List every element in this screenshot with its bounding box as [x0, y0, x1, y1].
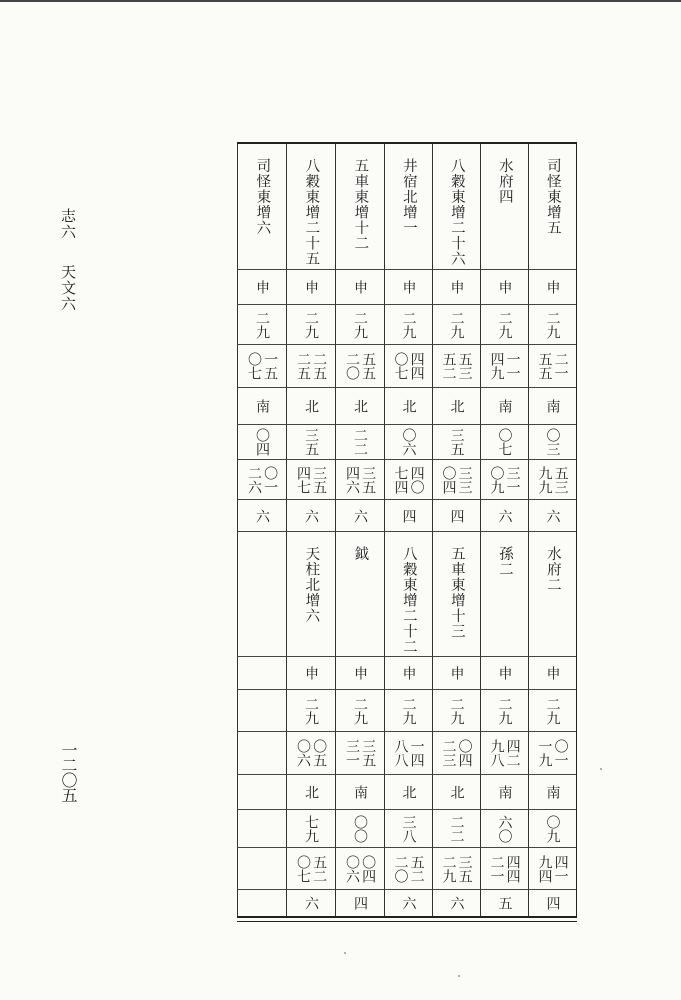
- cell-value: 〇五 〇六: [295, 739, 328, 767]
- star-name: 鉞: [352, 546, 369, 562]
- table-cell: [384, 270, 432, 305]
- table-cell: [237, 775, 286, 810]
- cell-value: 〇四: [254, 428, 271, 456]
- table-cell: [384, 775, 432, 810]
- table-cell: [480, 500, 528, 532]
- table-cell: [335, 848, 384, 890]
- cell-value: 六: [448, 896, 465, 910]
- cell-value: 三一 〇九: [488, 465, 521, 494]
- cell-value: 北: [303, 785, 320, 799]
- cell-value: 五: [496, 896, 513, 910]
- table-bottom-rule: [237, 921, 577, 922]
- table-cell: [480, 460, 528, 500]
- table-cell: [432, 388, 480, 425]
- table-cell: [335, 345, 384, 388]
- cell-value: 六: [352, 508, 369, 523]
- table-cell: [480, 890, 528, 916]
- table-cell: [237, 345, 286, 388]
- cell-value: 四: [400, 508, 417, 523]
- star-name-cell: [432, 532, 480, 657]
- cell-value: 五三 五二: [440, 352, 473, 380]
- section-title: 天文六: [59, 264, 77, 312]
- table-cell: [335, 890, 384, 916]
- table-cell: [335, 425, 384, 460]
- table-cell: [528, 500, 576, 532]
- cell-value: 三五 三一: [344, 739, 377, 767]
- cell-value: 南: [496, 785, 513, 799]
- cell-value: 二二: [448, 814, 465, 843]
- table-cell: [528, 345, 576, 388]
- cell-value: 北: [448, 785, 465, 799]
- page-number: 一二〇五: [59, 742, 78, 802]
- cell-value: 北: [448, 399, 465, 413]
- cell-value: 六: [544, 508, 561, 523]
- table-cell: [237, 810, 286, 848]
- cell-value: 〇四 二三: [440, 739, 473, 767]
- table-cell: [286, 345, 335, 388]
- cell-value: 南: [352, 785, 369, 799]
- cell-value: 二九: [448, 310, 465, 339]
- cell-value: 六: [496, 508, 513, 523]
- cell-value: 二九: [254, 310, 271, 339]
- table-cell: [286, 690, 335, 732]
- star-name: 八穀東增二十二: [400, 546, 417, 655]
- cell-value: 五二 〇七: [295, 854, 328, 883]
- table-cell: [480, 690, 528, 732]
- star-name-cell: [286, 144, 335, 270]
- star-name-cell: [335, 532, 384, 657]
- table-cell: [384, 732, 432, 775]
- table-cell: [237, 270, 286, 305]
- table-cell: [432, 500, 480, 532]
- star-name-cell: [384, 532, 432, 657]
- cell-value: 二一 五五: [536, 352, 569, 380]
- cell-value: 二九: [448, 696, 465, 725]
- star-name-cell: [528, 144, 576, 270]
- cell-value: 二九: [496, 310, 513, 339]
- table-cell: [480, 775, 528, 810]
- cell-value: 申: [352, 280, 369, 294]
- cell-value: 三五: [448, 428, 465, 456]
- table-cell: [286, 848, 335, 890]
- scan-top-border: [0, 0, 681, 2]
- star-name: 五車東增十三: [448, 546, 465, 639]
- table-cell: [237, 732, 286, 775]
- star-name: 司怪東增六: [254, 158, 271, 236]
- table-cell: [335, 732, 384, 775]
- cell-value: 北: [400, 399, 417, 413]
- table-cell: [286, 270, 335, 305]
- star-name-cell: [480, 532, 528, 657]
- cell-value: 六: [400, 896, 417, 910]
- scan-speck: [600, 768, 602, 770]
- table-cell: [528, 810, 576, 848]
- cell-value: 四: [448, 508, 465, 523]
- table-cell: [384, 890, 432, 916]
- cell-value: 申: [254, 280, 271, 294]
- table-cell: [286, 425, 335, 460]
- cell-value: 三五 四六: [344, 465, 377, 494]
- table-cell: [528, 657, 576, 690]
- star-name-cell: [480, 144, 528, 270]
- cell-value: 二九: [400, 696, 417, 725]
- table-cell: [335, 460, 384, 500]
- cell-value: 〇三: [544, 428, 561, 456]
- table-cell: [480, 425, 528, 460]
- table-cell: [237, 388, 286, 425]
- cell-value: 申: [544, 280, 561, 294]
- table-cell: [528, 460, 576, 500]
- table-cell: [286, 388, 335, 425]
- table-cell: [480, 732, 528, 775]
- cell-value: 申: [352, 666, 369, 680]
- table-cell: [335, 690, 384, 732]
- star-name-cell: [237, 144, 286, 270]
- table-cell: [528, 775, 576, 810]
- table-cell: [335, 305, 384, 345]
- cell-value: 北: [400, 785, 417, 799]
- table-cell: [432, 690, 480, 732]
- cell-value: 三八: [400, 814, 417, 843]
- star-name-cell: [286, 532, 335, 657]
- table-cell: [237, 848, 286, 890]
- table-cell: [480, 810, 528, 848]
- table-cell: [432, 345, 480, 388]
- table-cell: [286, 890, 335, 916]
- table-cell: [384, 690, 432, 732]
- table-cell: [480, 848, 528, 890]
- table-cell: [384, 657, 432, 690]
- cell-value: 五三 九九: [536, 465, 569, 494]
- table-cell: [480, 345, 528, 388]
- cell-value: 五二 二〇: [392, 854, 425, 883]
- cell-value: 二九: [544, 310, 561, 339]
- table-cell: [384, 425, 432, 460]
- cell-value: 四〇 七四: [392, 465, 425, 494]
- cell-value: 〇一 二六: [246, 465, 279, 494]
- star-name: 天柱北增六: [303, 546, 320, 624]
- cell-value: 三五 四七: [295, 465, 328, 494]
- table-cell: [237, 890, 286, 916]
- cell-value: 四二 九八: [488, 739, 521, 767]
- table-cell: [335, 388, 384, 425]
- cell-value: 二二: [352, 428, 369, 456]
- cell-value: 申: [544, 666, 561, 680]
- cell-value: 五五 二〇: [344, 352, 377, 380]
- cell-value: 二九: [352, 310, 369, 339]
- table-cell: [432, 732, 480, 775]
- cell-value: 〇〇: [352, 814, 369, 843]
- cell-value: 〇七: [496, 428, 513, 456]
- table-cell: [432, 775, 480, 810]
- cell-value: 申: [303, 666, 320, 680]
- cell-value: 〇四 〇六: [344, 854, 377, 883]
- cell-value: 〇九: [544, 814, 561, 843]
- table-cell: [432, 657, 480, 690]
- table-cell: [384, 848, 432, 890]
- star-name-cell: [335, 144, 384, 270]
- table-cell: [237, 690, 286, 732]
- cell-value: 四: [544, 896, 561, 910]
- cell-value: 二九: [400, 310, 417, 339]
- table-cell: [335, 500, 384, 532]
- cell-value: 三五 二九: [440, 854, 473, 883]
- table-cell: [384, 810, 432, 848]
- star-name: 井宿北增一: [400, 158, 417, 236]
- cell-value: 〇六: [400, 428, 417, 456]
- table-cell: [286, 460, 335, 500]
- table-cell: [237, 657, 286, 690]
- star-name-cell: [237, 532, 286, 657]
- cell-value: 四: [352, 896, 369, 910]
- cell-value: 六: [303, 896, 320, 910]
- cell-value: 六: [254, 508, 271, 523]
- cell-value: 南: [254, 399, 271, 413]
- cell-value: 申: [448, 666, 465, 680]
- star-name: 孫二: [496, 546, 513, 577]
- cell-value: 六: [303, 508, 320, 523]
- table-cell: [432, 425, 480, 460]
- cell-value: 申: [400, 666, 417, 680]
- table-cell: [528, 388, 576, 425]
- table-cell: [384, 305, 432, 345]
- star-name: 五車東增十二: [352, 158, 369, 251]
- table-cell: [384, 460, 432, 500]
- table-cell: [237, 305, 286, 345]
- cell-value: 一五 〇七: [246, 352, 279, 380]
- cell-value: 六〇: [496, 814, 513, 843]
- table-cell: [335, 775, 384, 810]
- table-cell: [432, 305, 480, 345]
- table-cell: [286, 500, 335, 532]
- table-cell: [528, 425, 576, 460]
- cell-value: 申: [303, 280, 320, 294]
- star-name: 水府四: [496, 158, 513, 205]
- cell-value: 三三 〇四: [440, 465, 473, 494]
- cell-value: 南: [496, 399, 513, 413]
- table-cell: [432, 460, 480, 500]
- cell-value: 申: [496, 666, 513, 680]
- star-name: 司怪東增五: [544, 158, 561, 236]
- table-cell: [528, 732, 576, 775]
- cell-value: 二九: [544, 696, 561, 725]
- table-cell: [528, 890, 576, 916]
- star-name: 八穀東增二十六: [448, 158, 465, 267]
- volume-title: 志六: [59, 208, 77, 240]
- cell-value: 申: [496, 280, 513, 294]
- cell-value: 〇一 一九: [536, 739, 569, 767]
- cell-value: 四四 二一: [488, 854, 521, 883]
- cell-value: 三五: [303, 428, 320, 456]
- cell-value: 二五 二五: [295, 352, 328, 380]
- table-cell: [286, 810, 335, 848]
- scan-speck: [458, 975, 460, 977]
- table-cell: [237, 500, 286, 532]
- cell-value: 北: [303, 399, 320, 413]
- cell-value: 二九: [303, 696, 320, 725]
- star-name-cell: [384, 144, 432, 270]
- cell-value: 南: [544, 399, 561, 413]
- scan-speck: [344, 952, 346, 954]
- cell-value: 七九: [303, 814, 320, 843]
- cell-value: 二九: [352, 696, 369, 725]
- cell-value: 南: [544, 785, 561, 799]
- table-cell: [237, 460, 286, 500]
- table-cell: [528, 848, 576, 890]
- table-cell: [432, 810, 480, 848]
- table-cell: [335, 270, 384, 305]
- table-cell: [237, 425, 286, 460]
- table-cell: [384, 388, 432, 425]
- table-cell: [384, 500, 432, 532]
- table-cell: [528, 305, 576, 345]
- cell-value: 北: [352, 399, 369, 413]
- star-name-cell: [432, 144, 480, 270]
- table-cell: [286, 305, 335, 345]
- table-cell: [480, 657, 528, 690]
- table-cell: [432, 890, 480, 916]
- table-cell: [335, 657, 384, 690]
- table-cell: [384, 345, 432, 388]
- table-cell: [528, 270, 576, 305]
- table-cell: [480, 270, 528, 305]
- cell-value: 二九: [496, 696, 513, 725]
- table-cell: [335, 810, 384, 848]
- cell-value: 一一 四九: [488, 352, 521, 380]
- star-name: 水府二: [544, 546, 561, 593]
- cell-value: 申: [448, 280, 465, 294]
- table-cell: [286, 657, 335, 690]
- cell-value: 二九: [303, 310, 320, 339]
- table-cell: [528, 690, 576, 732]
- cell-value: 申: [400, 280, 417, 294]
- star-name: 八穀東增二十五: [303, 158, 320, 267]
- table-cell: [480, 305, 528, 345]
- cell-value: 一四 八八: [392, 739, 425, 767]
- star-name-cell: [528, 532, 576, 657]
- table-cell: [432, 848, 480, 890]
- cell-value: 四四 〇七: [392, 352, 425, 380]
- table-cell: [286, 775, 335, 810]
- table-cell: [480, 388, 528, 425]
- table-cell: [286, 732, 335, 775]
- table-cell: [432, 270, 480, 305]
- cell-value: 四一 九四: [536, 854, 569, 883]
